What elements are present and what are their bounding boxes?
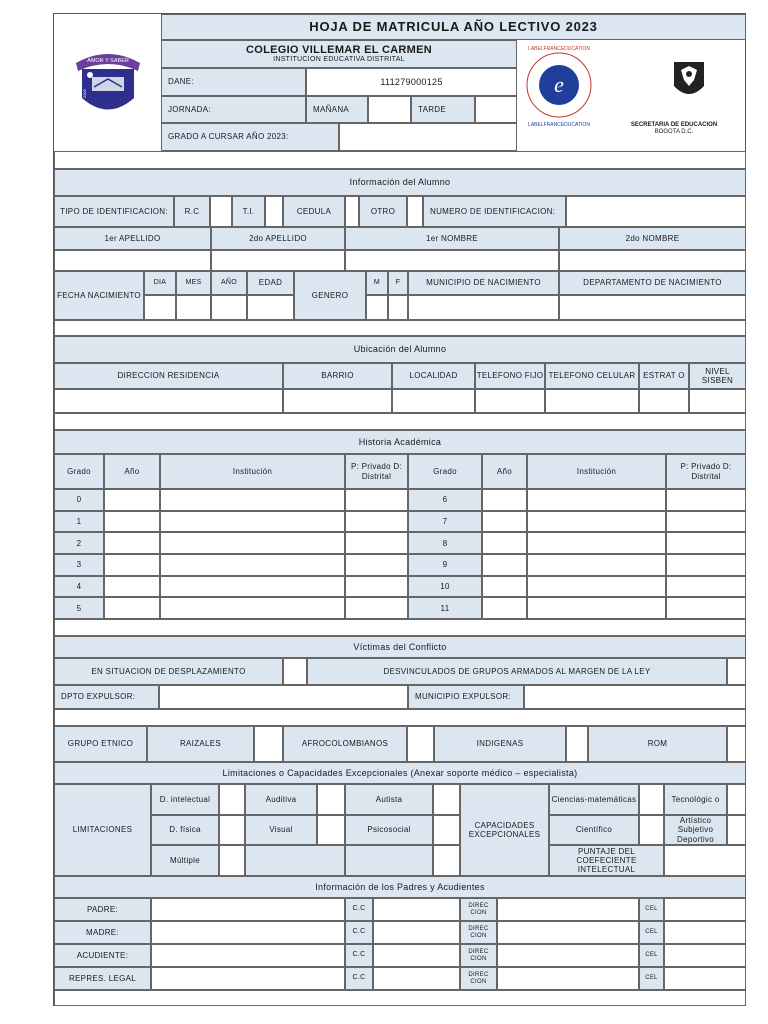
direccion-field[interactable]	[54, 389, 283, 413]
edad-label: EDAD	[247, 271, 294, 295]
desvinculados-check[interactable]	[727, 658, 746, 685]
cedula-label: CEDULA	[283, 196, 345, 227]
anio-right-field[interactable]	[482, 511, 527, 533]
padre-cc-field[interactable]	[373, 898, 460, 921]
barrio-field[interactable]	[283, 389, 392, 413]
tel-fijo-label: TELEFONO FIJO	[475, 363, 545, 389]
anio-left-field[interactable]	[104, 597, 160, 619]
dpto-expulsor-label: DPTO EXPULSOR:	[54, 685, 159, 709]
privado-right-field[interactable]	[666, 597, 746, 619]
anio-left-field[interactable]	[104, 576, 160, 598]
anio-left-field[interactable]	[104, 489, 160, 511]
capacidades-label: CAPACIDADES EXCEPCIONALES	[460, 784, 549, 876]
jornada-label: JORNADA:	[161, 96, 306, 123]
madre-name-field[interactable]	[151, 921, 345, 944]
institucion-right-field[interactable]	[527, 489, 666, 511]
grado-header-left: Grado	[54, 454, 104, 489]
ti-check[interactable]	[265, 196, 283, 227]
indigenas-label: INDIGENAS	[434, 726, 566, 762]
ciencias-label: Ciencias-matemáticas	[549, 784, 639, 815]
rom-check[interactable]	[727, 726, 746, 762]
afro-check[interactable]	[407, 726, 434, 762]
ti-label: T.I.	[232, 196, 265, 227]
sisben-label: NIVEL SISBEN	[689, 363, 746, 389]
grado-left: 1	[54, 511, 104, 533]
rc-label: R.C	[174, 196, 210, 227]
school-name: COLEGIO VILLEMAR EL CARMEN	[245, 43, 433, 56]
bogota-shield-icon	[666, 58, 712, 104]
barrio-label: BARRIO	[283, 363, 392, 389]
grado-left: 0	[54, 489, 104, 511]
nombre2-field[interactable]	[559, 250, 746, 271]
desplazamiento-label: EN SITUACION DE DESPLAZAMIENTO	[54, 658, 283, 685]
direccion-label: DIRECCION RESIDENCIA	[54, 363, 283, 389]
grado-field[interactable]	[339, 123, 517, 151]
acudiente-cel-field[interactable]	[664, 944, 746, 967]
auditiva-label: Auditiva	[245, 784, 317, 815]
intelectual-label: D. intelectual	[151, 784, 219, 815]
cientifico-check[interactable]	[639, 815, 664, 845]
manana-label: MAÑANA	[306, 96, 368, 123]
institucion-right-field[interactable]	[527, 511, 666, 533]
institucion-left-field[interactable]	[160, 597, 345, 619]
form-title: HOJA DE MATRICULA AÑO LECTIVO 2023	[161, 14, 746, 40]
repres-direccion-field[interactable]	[497, 967, 639, 990]
acudiente-cc-field[interactable]	[373, 944, 460, 967]
visual-label: Visual	[245, 815, 317, 845]
indigenas-check[interactable]	[566, 726, 588, 762]
anio-left-field[interactable]	[104, 511, 160, 533]
municipio-expulsor-field[interactable]	[524, 685, 746, 709]
mes-label: MES	[176, 271, 211, 295]
acudiente-name-field[interactable]	[151, 944, 345, 967]
svg-text:LABELFRANCEDUCATION: LABELFRANCEDUCATION	[528, 46, 590, 52]
section-padres: Información de los Padres y Acudientes	[54, 876, 746, 898]
numero-id-field[interactable]	[566, 196, 746, 227]
desvinculados-label: DESVINCULADOS DE GRUPOS ARMADOS AL MARGEN DE LA LEY	[307, 658, 727, 685]
privado-left-field[interactable]	[345, 532, 408, 554]
nombre1-field[interactable]	[345, 250, 559, 271]
anio-right-field[interactable]	[482, 489, 527, 511]
section-limitaciones: Limitaciones o Capacidades Excepcionales (Anexar soporte médico – especialista)	[54, 762, 746, 784]
apellido2-label: 2do APELLIDO	[211, 227, 345, 250]
institucion-left-field[interactable]	[160, 532, 345, 554]
m-check[interactable]	[366, 295, 388, 320]
svg-text:AMOR Y SABER: AMOR Y SABER	[86, 57, 129, 64]
puntaje-label: PUNTAJE DEL COEFECIENTE INTELECTUAL	[549, 845, 664, 876]
depto-nac-field[interactable]	[559, 295, 746, 320]
dane-label: DANE:	[161, 68, 306, 96]
privado-right-field[interactable]	[666, 554, 746, 576]
grado-left: 2	[54, 532, 104, 554]
psicosocial-label: Psicosocial	[345, 815, 433, 845]
anio-right-field[interactable]	[482, 597, 527, 619]
bogota-text: BOGOTA D.C.	[654, 129, 694, 136]
matricula-form	[53, 13, 746, 1006]
institucion-header-left: Institución	[160, 454, 345, 489]
anio-right-field[interactable]	[482, 554, 527, 576]
apellido1-label: 1er APELLIDO	[54, 227, 211, 250]
mes-field[interactable]	[176, 295, 211, 320]
tarde-label: TARDE	[411, 96, 475, 123]
anio-right-field[interactable]	[482, 576, 527, 598]
grado-right: 9	[408, 554, 482, 576]
apellido2-field[interactable]	[211, 250, 345, 271]
anio-left-field[interactable]	[104, 554, 160, 576]
institucion-left-field[interactable]	[160, 489, 345, 511]
madre-direccion-field[interactable]	[497, 921, 639, 944]
municipio-nac-field[interactable]	[408, 295, 559, 320]
svg-text:e: e	[554, 72, 564, 97]
madre-cc-field[interactable]	[373, 921, 460, 944]
spacer-row	[54, 151, 746, 169]
anio-label: AÑO	[211, 271, 247, 295]
estrato-label: ESTRAT O	[639, 363, 689, 389]
institucion-left-field[interactable]	[160, 554, 345, 576]
auditiva-check[interactable]	[317, 784, 345, 815]
privado-left-field[interactable]	[345, 489, 408, 511]
cel-label: CEL	[639, 921, 664, 944]
rc-check[interactable]	[210, 196, 232, 227]
localidad-label: LOCALIDAD	[392, 363, 475, 389]
section-victimas: Víctimas del Conflicto	[54, 636, 746, 658]
spacer-row	[54, 709, 746, 726]
multiple-check[interactable]	[219, 845, 245, 876]
fisica-label: D. física	[151, 815, 219, 845]
f-check[interactable]	[388, 295, 408, 320]
dia-label: DIA	[144, 271, 176, 295]
school-type: INSTITUCION EDUCATIVA DISTRITAL	[273, 56, 405, 64]
cc-label: C.C	[345, 967, 373, 990]
raizales-check[interactable]	[254, 726, 283, 762]
institucion-right-field[interactable]	[527, 554, 666, 576]
f-label: F	[388, 271, 408, 295]
section-alumno: Información del Alumno	[54, 169, 746, 196]
section-ubicacion: Ubicación del Alumno	[54, 336, 746, 363]
privado-right-field[interactable]	[666, 532, 746, 554]
tecnologico-label: Tecnológic o	[664, 784, 727, 815]
direccion-label: DIREC CION	[460, 967, 497, 990]
estrato-field[interactable]	[639, 389, 689, 413]
puntaje-field[interactable]	[664, 845, 746, 876]
dia-field[interactable]	[144, 295, 176, 320]
m-label: M	[366, 271, 388, 295]
grado-left: 4	[54, 576, 104, 598]
artistico-check[interactable]	[727, 815, 746, 845]
grado-right: 7	[408, 511, 482, 533]
dane-value: 111279000125	[306, 68, 517, 96]
desplazamiento-check[interactable]	[283, 658, 307, 685]
grupo-etnico-label: GRUPO ETNICO	[54, 726, 147, 762]
intelectual-check[interactable]	[219, 784, 245, 815]
repres-name-field[interactable]	[151, 967, 345, 990]
institucion-left-field[interactable]	[160, 511, 345, 533]
secretaria-caption	[602, 122, 746, 136]
cc-label: C.C	[345, 921, 373, 944]
section-historia: Historia Académica	[54, 430, 746, 454]
anio-left-field[interactable]	[104, 532, 160, 554]
school-logo	[54, 14, 161, 151]
grado-left: 3	[54, 554, 104, 576]
privado-left-field[interactable]	[345, 576, 408, 598]
grado-right: 11	[408, 597, 482, 619]
cc-label: C.C	[345, 944, 373, 967]
privado-right-field[interactable]	[666, 511, 746, 533]
visual-check[interactable]	[317, 815, 345, 845]
cel-label: CEL	[639, 944, 664, 967]
grado-right: 6	[408, 489, 482, 511]
cel-label: CEL	[639, 898, 664, 921]
spacer-row	[54, 619, 746, 636]
direccion-label: DIREC CION	[460, 944, 497, 967]
limitaciones-label: LIMITACIONES	[54, 784, 151, 876]
apellido1-field[interactable]	[54, 250, 211, 271]
privado-right-field[interactable]	[666, 489, 746, 511]
blank-cell	[433, 845, 460, 876]
blank-cell	[345, 845, 433, 876]
cel-label: CEL	[639, 967, 664, 990]
spacer-row	[54, 320, 746, 336]
grado-left: 5	[54, 597, 104, 619]
repres-cel-field[interactable]	[664, 967, 746, 990]
privado-left-field[interactable]	[345, 597, 408, 619]
otro-check[interactable]	[407, 196, 423, 227]
cientifico-label: Científico	[549, 815, 639, 845]
grado-label: GRADO A CURSAR AÑO 2023:	[161, 123, 339, 151]
tarde-check[interactable]	[475, 96, 517, 123]
manana-check[interactable]	[368, 96, 411, 123]
privado-left-field[interactable]	[345, 554, 408, 576]
privado-left-field[interactable]	[345, 511, 408, 533]
cc-label: C.C	[345, 898, 373, 921]
school-name-block	[161, 40, 517, 68]
grado-header-right: Grado	[408, 454, 482, 489]
numero-id-label: NUMERO DE IDENTIFICACION:	[423, 196, 566, 227]
depto-nac-label: DEPARTAMENTO DE NACIMIENTO	[559, 271, 746, 295]
repres-cc-field[interactable]	[373, 967, 460, 990]
padre-name-field[interactable]	[151, 898, 345, 921]
privado-right-field[interactable]	[666, 576, 746, 598]
anio-header-left: Año	[104, 454, 160, 489]
anio-header-right: Año	[482, 454, 527, 489]
municipio-nac-label: MUNICIPIO DE NACIMIENTO	[408, 271, 559, 295]
tecnologico-check[interactable]	[727, 784, 746, 815]
svg-text:2003: 2003	[81, 88, 87, 98]
grado-right: 8	[408, 532, 482, 554]
acudiente-label: ACUDIENTE:	[54, 944, 151, 967]
direccion-label: DIREC CION	[460, 898, 497, 921]
genero-label: GENERO	[294, 271, 366, 320]
anio-field[interactable]	[211, 295, 247, 320]
spacer-row	[54, 413, 746, 430]
padre-cel-field[interactable]	[664, 898, 746, 921]
tel-fijo-field[interactable]	[475, 389, 545, 413]
acudiente-direccion-field[interactable]	[497, 944, 639, 967]
anio-right-field[interactable]	[482, 532, 527, 554]
cedula-check[interactable]	[345, 196, 359, 227]
institucion-left-field[interactable]	[160, 576, 345, 598]
tel-celular-field[interactable]	[545, 389, 639, 413]
grado-right: 10	[408, 576, 482, 598]
autista-label: Autista	[345, 784, 433, 815]
otro-label: OTRO	[359, 196, 407, 227]
tel-celular-label: TELEFONO CELULAR	[545, 363, 639, 389]
padre-direccion-field[interactable]	[497, 898, 639, 921]
nombre2-label: 2do NOMBRE	[559, 227, 746, 250]
madre-label: MADRE:	[54, 921, 151, 944]
dpto-expulsor-field[interactable]	[159, 685, 408, 709]
municipio-expulsor-label: MUNICIPIO EXPULSOR:	[408, 685, 524, 709]
rom-label: ROM	[588, 726, 727, 762]
raizales-label: RAIZALES	[147, 726, 254, 762]
repres-label: REPRES. LEGAL	[54, 967, 151, 990]
institucion-right-field[interactable]	[527, 597, 666, 619]
privado-header-left: P: Privado D: Distrital	[345, 454, 408, 489]
institucion-header-right: Institución	[527, 454, 666, 489]
ciencias-check[interactable]	[639, 784, 664, 815]
nombre1-label: 1er NOMBRE	[345, 227, 559, 250]
fisica-check[interactable]	[219, 815, 245, 845]
padre-label: PADRE:	[54, 898, 151, 921]
sisben-field[interactable]	[689, 389, 746, 413]
tipo-id-label: TIPO DE IDENTIFICACION:	[54, 196, 174, 227]
psicosocial-check[interactable]	[433, 815, 460, 845]
direccion-label: DIREC CION	[460, 921, 497, 944]
localidad-field[interactable]	[392, 389, 475, 413]
madre-cel-field[interactable]	[664, 921, 746, 944]
spacer-row	[54, 990, 746, 1006]
multiple-label: Múltiple	[151, 845, 219, 876]
autista-check[interactable]	[433, 784, 460, 815]
edad-field[interactable]	[247, 295, 294, 320]
institucion-right-field[interactable]	[527, 532, 666, 554]
svg-text:LABELFRANCEDUCATION: LABELFRANCEDUCATION	[528, 122, 590, 128]
secretaria-text: SECRETARIA DE EDUCACION	[630, 122, 718, 128]
fecha-nac-label: FECHA NACIMIENTO	[54, 271, 144, 320]
artistico-label: Artístico Subjetivo Deportivo	[664, 815, 727, 845]
afro-label: AFROCOLOMBIANOS	[283, 726, 407, 762]
blank-cell	[245, 845, 345, 876]
privado-header-right: P: Privado D: Distrital	[666, 454, 746, 489]
institucion-right-field[interactable]	[527, 576, 666, 598]
labelfrance-badge	[517, 40, 602, 151]
